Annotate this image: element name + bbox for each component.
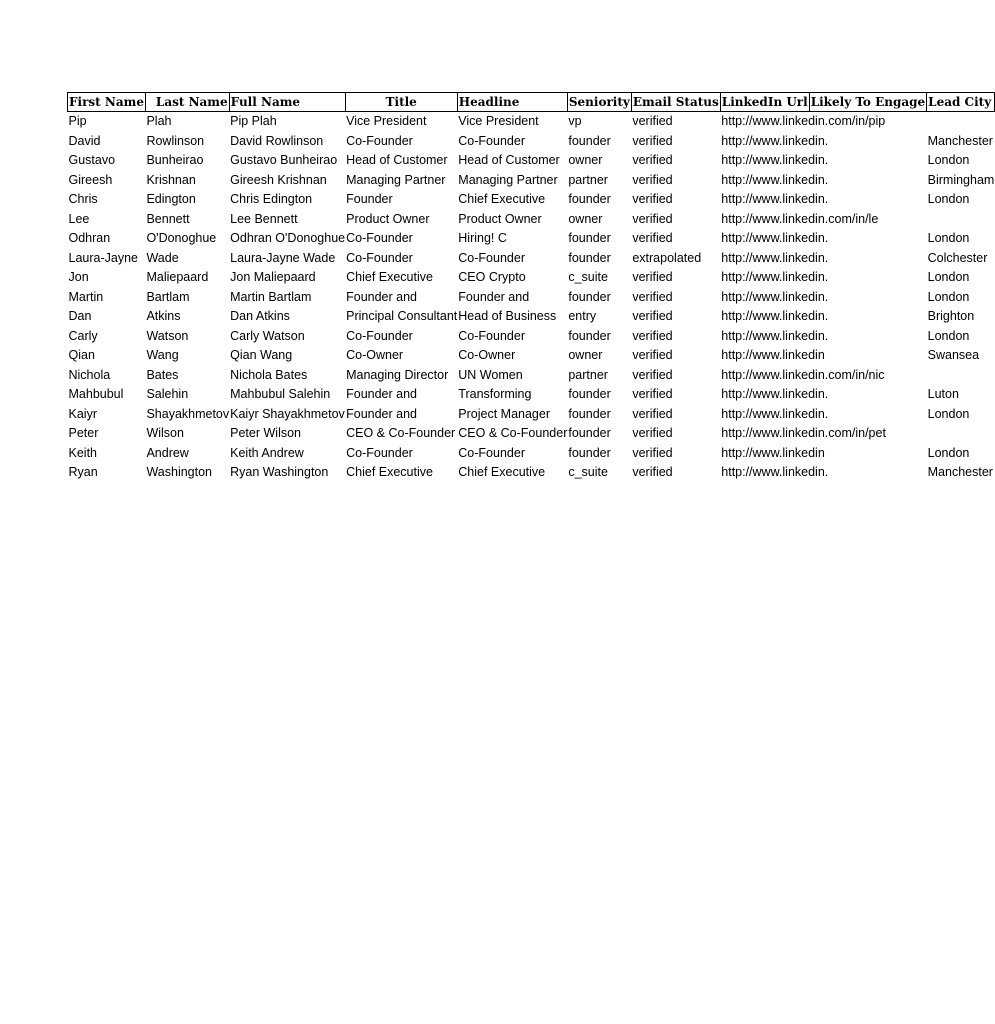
cell-headline[interactable]: Project Manager <box>458 406 550 421</box>
col-header-email-status[interactable]: Email Status <box>631 93 720 112</box>
col-header-lead-city[interactable]: Lead City <box>927 93 995 112</box>
cell-full-name[interactable]: Kaiyr Shayakhmetov <box>230 406 345 421</box>
cell-email-status[interactable]: extrapolated <box>632 250 702 265</box>
cell-linkedin-url[interactable]: http://www.linkedin. <box>721 231 829 245</box>
cell-first-name[interactable]: Nichola <box>68 367 111 382</box>
table-row <box>68 210 995 230</box>
cell-seniority[interactable]: founder <box>568 387 611 401</box>
cell-email-status[interactable]: verified <box>632 348 673 362</box>
cell-first-name[interactable]: Qian <box>68 348 95 362</box>
cell-seniority[interactable]: founder <box>568 231 611 245</box>
cell-title[interactable]: Founder <box>346 192 393 206</box>
cell-linkedin-url[interactable]: http://www.linkedin <box>721 348 825 362</box>
col-header-first-name[interactable]: First Name <box>68 93 146 112</box>
cell-full-name[interactable]: Qian Wang <box>230 348 293 362</box>
cell-full-name[interactable]: Laura-Jayne Wade <box>230 250 336 265</box>
cell-headline[interactable]: Co-Founder <box>458 328 525 343</box>
cell-full-name[interactable]: Carly Watson <box>230 328 305 343</box>
cell-headline[interactable]: Founder and <box>458 289 530 304</box>
cell-last-name[interactable]: Shayakhmetov <box>146 406 230 421</box>
cell-seniority[interactable]: founder <box>568 445 611 460</box>
cell-linkedin-url[interactable]: http://www.linkedin. <box>721 172 829 187</box>
cell-last-name[interactable]: Rowlinson <box>146 133 205 148</box>
cell-lead-city[interactable]: London <box>927 153 970 167</box>
table-row <box>68 463 995 483</box>
col-header-likely-to-engage[interactable]: Likely To Engage <box>809 93 926 112</box>
cell-linkedin-url[interactable]: http://www.linkedin. <box>721 153 829 167</box>
cell-linkedin-url[interactable]: http://www.linkedin. <box>721 387 829 401</box>
cell-seniority[interactable]: founder <box>568 289 611 304</box>
cell-linkedin-url[interactable]: http://www.linkedin. <box>721 270 829 284</box>
cell-seniority[interactable]: owner <box>568 153 603 167</box>
table-row <box>68 132 995 152</box>
cell-seniority[interactable]: entry <box>568 309 597 323</box>
cell-last-name[interactable]: Bennett <box>146 211 190 226</box>
cell-first-name[interactable]: Dan <box>68 309 92 323</box>
cell-email-status[interactable]: verified <box>632 231 673 245</box>
table-row <box>68 366 995 386</box>
cell-title[interactable]: Vice President <box>346 114 427 128</box>
cell-linkedin-url[interactable]: http://www.linkedin. <box>721 250 829 265</box>
cell-title[interactable]: Co-Owner <box>346 348 404 362</box>
cell-email-status[interactable]: verified <box>632 367 673 382</box>
table-row <box>68 385 995 405</box>
header-row <box>68 93 995 112</box>
table-row <box>68 424 995 444</box>
table-row <box>68 268 995 288</box>
cell-first-name[interactable]: Kaiyr <box>68 406 97 421</box>
cell-full-name[interactable]: Nichola Bates <box>230 367 308 382</box>
cell-last-name[interactable]: Andrew <box>146 445 189 460</box>
cell-title[interactable]: Managing Director <box>346 367 449 382</box>
cell-seniority[interactable]: c_suite <box>568 270 608 284</box>
cell-title[interactable]: Chief Executive <box>346 270 433 284</box>
cell-headline[interactable]: Vice President <box>458 114 539 128</box>
cell-last-name[interactable]: Atkins <box>146 309 181 323</box>
table-row <box>68 151 995 171</box>
cell-full-name[interactable]: Chris Edington <box>230 192 313 206</box>
cell-last-name[interactable]: Wang <box>146 348 179 362</box>
cell-seniority[interactable]: founder <box>568 426 611 440</box>
cell-title[interactable]: Co-Founder <box>346 328 413 343</box>
col-header-last-name[interactable]: Last Name <box>145 93 229 112</box>
table-row <box>68 307 995 327</box>
cell-headline[interactable]: UN Women <box>458 367 523 382</box>
cell-seniority[interactable]: founder <box>568 406 611 421</box>
cell-title[interactable]: Chief Executive <box>346 465 433 479</box>
cell-email-status[interactable]: verified <box>632 309 673 323</box>
cell-last-name[interactable]: Bates <box>146 367 179 382</box>
cell-headline[interactable]: Head of Customer <box>458 153 560 167</box>
cell-seniority[interactable]: vp <box>568 114 582 128</box>
cell-first-name[interactable]: Mahbubul <box>68 387 124 401</box>
cell-headline[interactable]: Chief Executive <box>458 465 546 479</box>
cell-first-name[interactable]: Pip <box>68 114 87 128</box>
cell-seniority[interactable]: c_suite <box>568 465 608 479</box>
cell-last-name[interactable]: Bartlam <box>146 289 190 304</box>
cell-first-name[interactable]: Martin <box>68 289 104 304</box>
cell-email-status[interactable]: verified <box>632 465 673 479</box>
cell-full-name[interactable]: David Rowlinson <box>230 133 324 148</box>
spreadsheet-table <box>67 92 995 483</box>
table-row <box>68 405 995 425</box>
cell-title[interactable]: Co-Founder <box>346 445 413 460</box>
cell-email-status[interactable]: verified <box>632 192 673 206</box>
cell-first-name[interactable]: Laura-Jayne <box>68 250 138 265</box>
cell-email-status[interactable]: verified <box>632 153 673 167</box>
cell-email-status[interactable]: verified <box>632 172 673 187</box>
cell-first-name[interactable]: Odhran <box>68 231 111 245</box>
cell-linkedin-url[interactable]: http://www.linkedin.com/in/pet <box>721 426 886 440</box>
cell-first-name[interactable]: Gustavo <box>68 153 116 167</box>
cell-title[interactable]: Founder and <box>346 289 417 304</box>
cell-lead-city[interactable]: London <box>927 445 970 460</box>
table-row <box>68 112 995 132</box>
cell-first-name[interactable]: Jon <box>68 270 89 284</box>
cell-title[interactable]: Principal Consultant <box>346 309 458 323</box>
cell-linkedin-url[interactable]: http://www.linkedin. <box>721 406 829 421</box>
cell-headline[interactable]: Co-Founder <box>458 445 525 460</box>
cell-last-name[interactable]: Watson <box>146 328 189 343</box>
cell-linkedin-url[interactable]: http://www.linkedin. <box>721 309 829 323</box>
cell-lead-city[interactable]: London <box>927 192 970 206</box>
table-row <box>68 190 995 210</box>
cell-title[interactable]: Founder and <box>346 406 417 421</box>
cell-lead-city[interactable]: Manchester <box>927 133 993 148</box>
cell-headline[interactable]: CEO Crypto <box>458 270 526 284</box>
cell-first-name[interactable]: Carly <box>68 328 98 343</box>
cell-first-name[interactable]: Gireesh <box>68 172 113 187</box>
table-row <box>68 171 995 191</box>
cell-first-name[interactable]: David <box>68 133 101 148</box>
cell-title[interactable]: Head of Customer <box>346 153 448 167</box>
cell-last-name[interactable]: Washington <box>146 465 212 479</box>
cell-linkedin-url[interactable]: http://www.linkedin. <box>721 328 829 343</box>
cell-first-name[interactable]: Lee <box>68 211 90 226</box>
cell-seniority[interactable]: founder <box>568 328 611 343</box>
cell-full-name[interactable]: Dan Atkins <box>230 309 290 323</box>
cell-last-name[interactable]: Wilson <box>146 426 184 440</box>
cell-lead-city[interactable]: London <box>927 289 970 304</box>
cell-headline[interactable]: Co-Founder <box>458 133 525 148</box>
cell-first-name[interactable]: Keith <box>68 445 97 460</box>
col-header-linkedin-url[interactable]: LinkedIn Url <box>720 93 809 112</box>
cell-first-name[interactable]: Peter <box>68 426 99 440</box>
cell-full-name[interactable]: Pip Plah <box>230 114 277 128</box>
cell-seniority[interactable]: founder <box>568 133 611 148</box>
cell-last-name[interactable]: Krishnan <box>146 172 196 187</box>
cell-last-name[interactable]: Edington <box>146 192 196 206</box>
cell-email-status[interactable]: verified <box>632 445 673 460</box>
cell-full-name[interactable]: Jon Maliepaard <box>230 270 316 284</box>
cell-headline[interactable]: Co-Owner <box>458 348 516 362</box>
cell-headline[interactable]: Hiring! C <box>458 231 507 245</box>
cell-seniority[interactable]: owner <box>568 211 603 226</box>
col-header-headline[interactable]: Headline <box>457 93 567 112</box>
cell-lead-city[interactable]: London <box>927 231 970 245</box>
cell-headline[interactable]: CEO & Co-Founder <box>458 426 568 440</box>
cell-last-name[interactable]: Plah <box>146 114 172 128</box>
cell-headline[interactable]: Transforming <box>458 387 532 401</box>
cell-email-status[interactable]: verified <box>632 270 673 284</box>
cell-lead-city[interactable]: Manchester <box>927 465 993 479</box>
cell-headline[interactable]: Managing Partner <box>458 172 558 187</box>
cell-linkedin-url[interactable]: http://www.linkedin. <box>721 192 829 206</box>
cell-last-name[interactable]: Maliepaard <box>146 270 209 284</box>
cell-title[interactable]: Co-Founder <box>346 250 413 265</box>
cell-email-status[interactable]: verified <box>632 114 673 128</box>
cell-email-status[interactable]: verified <box>632 426 673 440</box>
cell-title[interactable]: Co-Founder <box>346 133 413 148</box>
cell-headline[interactable]: Product Owner <box>458 211 542 226</box>
cell-full-name[interactable]: Keith Andrew <box>230 445 304 460</box>
cell-full-name[interactable]: Gireesh Krishnan <box>230 172 327 187</box>
col-header-seniority[interactable]: Seniority <box>567 93 631 112</box>
cell-email-status[interactable]: verified <box>632 289 673 304</box>
table-row <box>68 444 995 464</box>
col-header-title[interactable]: Title <box>345 93 457 112</box>
cell-lead-city[interactable]: Brighton <box>927 309 975 323</box>
cell-last-name[interactable]: Wade <box>146 250 179 265</box>
cell-lead-city[interactable]: London <box>927 270 970 284</box>
cell-title[interactable]: Founder and <box>346 387 417 401</box>
cell-lead-city[interactable] <box>927 366 995 386</box>
cell-lead-city[interactable] <box>927 210 995 230</box>
cell-title[interactable]: Product Owner <box>346 211 430 226</box>
cell-seniority[interactable]: owner <box>568 348 603 362</box>
cell-email-status[interactable]: verified <box>632 328 673 343</box>
cell-lead-city[interactable]: London <box>927 406 970 421</box>
cell-full-name[interactable]: Lee Bennett <box>230 211 298 226</box>
cell-title[interactable]: CEO & Co-Founder <box>346 426 456 440</box>
table-row <box>68 327 995 347</box>
cell-linkedin-url[interactable]: http://www.linkedin. <box>721 289 829 304</box>
cell-email-status[interactable]: verified <box>632 387 673 401</box>
cell-full-name[interactable]: Odhran O'Donoghue <box>230 231 346 245</box>
table-row <box>68 229 995 249</box>
cell-full-name[interactable]: Ryan Washington <box>230 465 329 479</box>
cell-lead-city[interactable]: Colchester <box>927 250 988 265</box>
table-row <box>68 346 995 366</box>
cell-title[interactable]: Managing Partner <box>346 172 446 187</box>
cell-full-name[interactable]: Martin Bartlam <box>230 289 312 304</box>
cell-email-status[interactable]: verified <box>632 406 673 421</box>
cell-lead-city[interactable]: London <box>927 328 970 343</box>
cell-full-name[interactable]: Gustavo Bunheirao <box>230 153 338 167</box>
cell-seniority[interactable]: founder <box>568 192 611 206</box>
cell-linkedin-url[interactable]: http://www.linkedin <box>721 445 825 460</box>
cell-lead-city[interactable] <box>927 424 995 444</box>
cell-last-name[interactable]: Salehin <box>146 387 189 401</box>
cell-lead-city[interactable]: Swansea <box>927 348 980 362</box>
cell-email-status[interactable]: verified <box>632 133 673 148</box>
cell-full-name[interactable]: Peter Wilson <box>230 426 301 440</box>
cell-last-name[interactable]: Bunheirao <box>146 153 204 167</box>
col-header-full-name[interactable]: Full Name <box>229 93 345 112</box>
cell-seniority[interactable]: founder <box>568 250 611 265</box>
cell-headline[interactable]: Co-Founder <box>458 250 525 265</box>
cell-first-name[interactable]: Ryan <box>68 465 98 479</box>
cell-linkedin-url[interactable]: http://www.linkedin.com/in/nic <box>721 367 885 382</box>
cell-headline[interactable]: Head of Business <box>458 309 557 323</box>
cell-first-name[interactable]: Chris <box>68 192 98 206</box>
cell-linkedin-url[interactable]: http://www.linkedin. <box>721 133 829 148</box>
cell-lead-city[interactable] <box>927 112 995 132</box>
cell-lead-city[interactable]: Birmingham <box>927 172 995 187</box>
cell-seniority[interactable]: partner <box>568 367 608 382</box>
cell-linkedin-url[interactable]: http://www.linkedin.com/in/le <box>721 211 879 226</box>
table-row <box>68 249 995 269</box>
table-row <box>68 288 995 308</box>
cell-last-name[interactable]: O'Donoghue <box>146 231 217 245</box>
cell-email-status[interactable]: verified <box>632 211 673 226</box>
cell-linkedin-url[interactable]: http://www.linkedin.com/in/pip <box>721 114 886 128</box>
cell-full-name[interactable]: Mahbubul Salehin <box>230 387 331 401</box>
cell-headline[interactable]: Chief Executive <box>458 192 546 206</box>
cell-seniority[interactable]: partner <box>568 172 608 187</box>
cell-title[interactable]: Co-Founder <box>346 231 413 245</box>
cell-linkedin-url[interactable]: http://www.linkedin. <box>721 465 829 479</box>
cell-lead-city[interactable]: Luton <box>927 387 959 401</box>
